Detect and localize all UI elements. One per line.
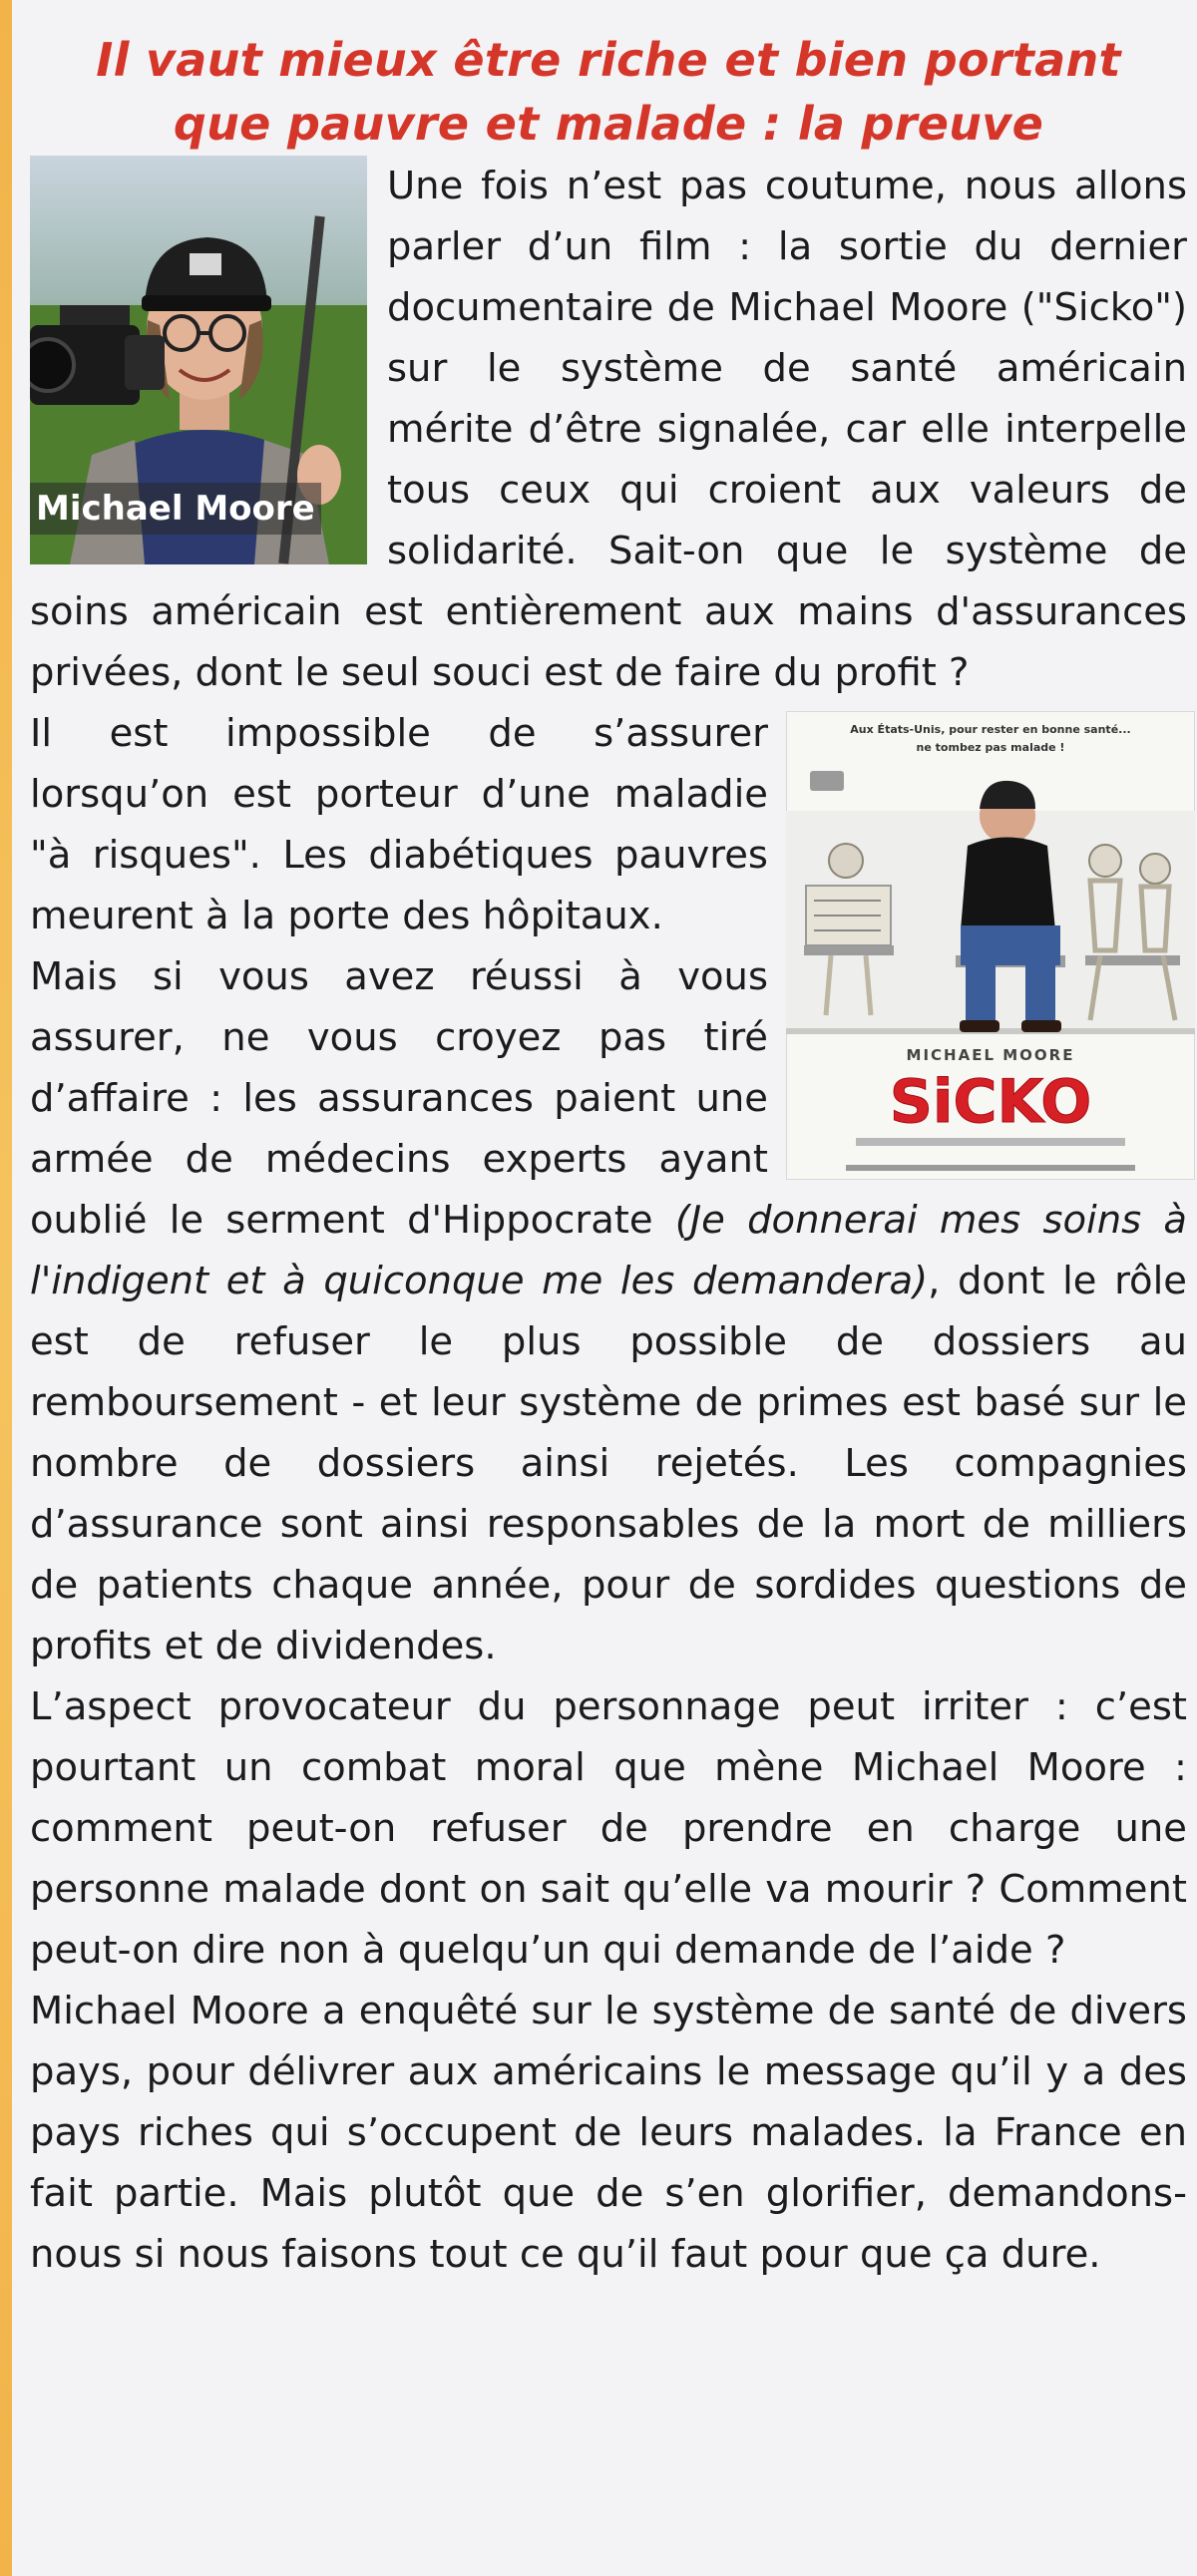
title-line-2: que pauvre et malade : la preuve — [173, 97, 1044, 151]
paragraph-3-start: Mais si vous avez réussi à vous assurer, ne vous croyez pas tiré d’affaire : les assurances paient une armée de médecins experts ayant oublié le serment d'Hippocrate — [30, 954, 768, 1243]
hippocratic-oath-quote: (Je donnerai mes soins à l'indigent et à quiconque me les demandera) — [30, 1198, 1187, 1303]
poster-tagline-1: Aux États-Unis, pour rester en bonne santé... — [850, 723, 1131, 736]
photo-caption: Michael Moore — [30, 483, 321, 535]
article — [30, 0, 1187, 2576]
sicko-poster — [786, 711, 1195, 1180]
paragraph-3-end: , dont le rôle est de refuser le plus possible de dossiers au remboursement - et leur système de primes est basé sur le nombre de dossiers ainsi rejetés. Les compagnies d’assurance sont ainsi responsables de la mort de milliers de patients chaque année, pour de sordides questions de profits et de dividendes. — [30, 1259, 1187, 1668]
poster-film-title: SiCKO — [889, 1067, 1092, 1137]
article-body — [30, 156, 1187, 2285]
poster-tagline-2: ne tombez pas malade ! — [916, 741, 1065, 754]
paragraph-5: Michael Moore a enquêté sur le système de santé de divers pays, pour délivrer aux américains le message qu’il y a des pays riches qui s’occupent de leurs malades. la France en fait partie. Mais plutôt que de s’en glorifier, demandons- nous si nous faisons tout ce qu’il faut pour que ça dure. — [30, 1989, 1187, 2277]
article-title — [30, 28, 1187, 156]
paragraph-2: Il est impossible de s’assurer lorsqu’on est porteur d’une maladie "à risques". Les diabétiques pauvres meurent à la porte des hôpitaux. — [30, 711, 768, 938]
title-line-1: Il vaut mieux être riche et bien portant — [96, 33, 1121, 87]
page-edge-strip — [0, 0, 12, 2576]
michael-moore-photo — [30, 156, 367, 564]
paragraph-1: Une fois n’est pas coutume, nous allons parler d’un film : la sortie du dernier documentaire de Michael Moore ("Sicko") sur le système de santé américain mérite d’être signalée, car elle interpelle tous ceux qui croient aux valeurs de solidarité. Sait-on que le système de soins américain est entièrement aux mains d'assurances privées, dont le seul souci est de faire du profit ? — [30, 164, 1187, 695]
paragraph-4: L’aspect provocateur du personnage peut irriter : c’est pourtant un combat moral que mène Michael Moore : comment peut-on refuser de prendre en charge une personne malade dont on sait qu’elle va mourir ? Comment peut-on dire non à quelqu’un qui demande de l’aide ? — [30, 1684, 1187, 1973]
poster-author: MICHAEL MOORE — [906, 1046, 1075, 1064]
